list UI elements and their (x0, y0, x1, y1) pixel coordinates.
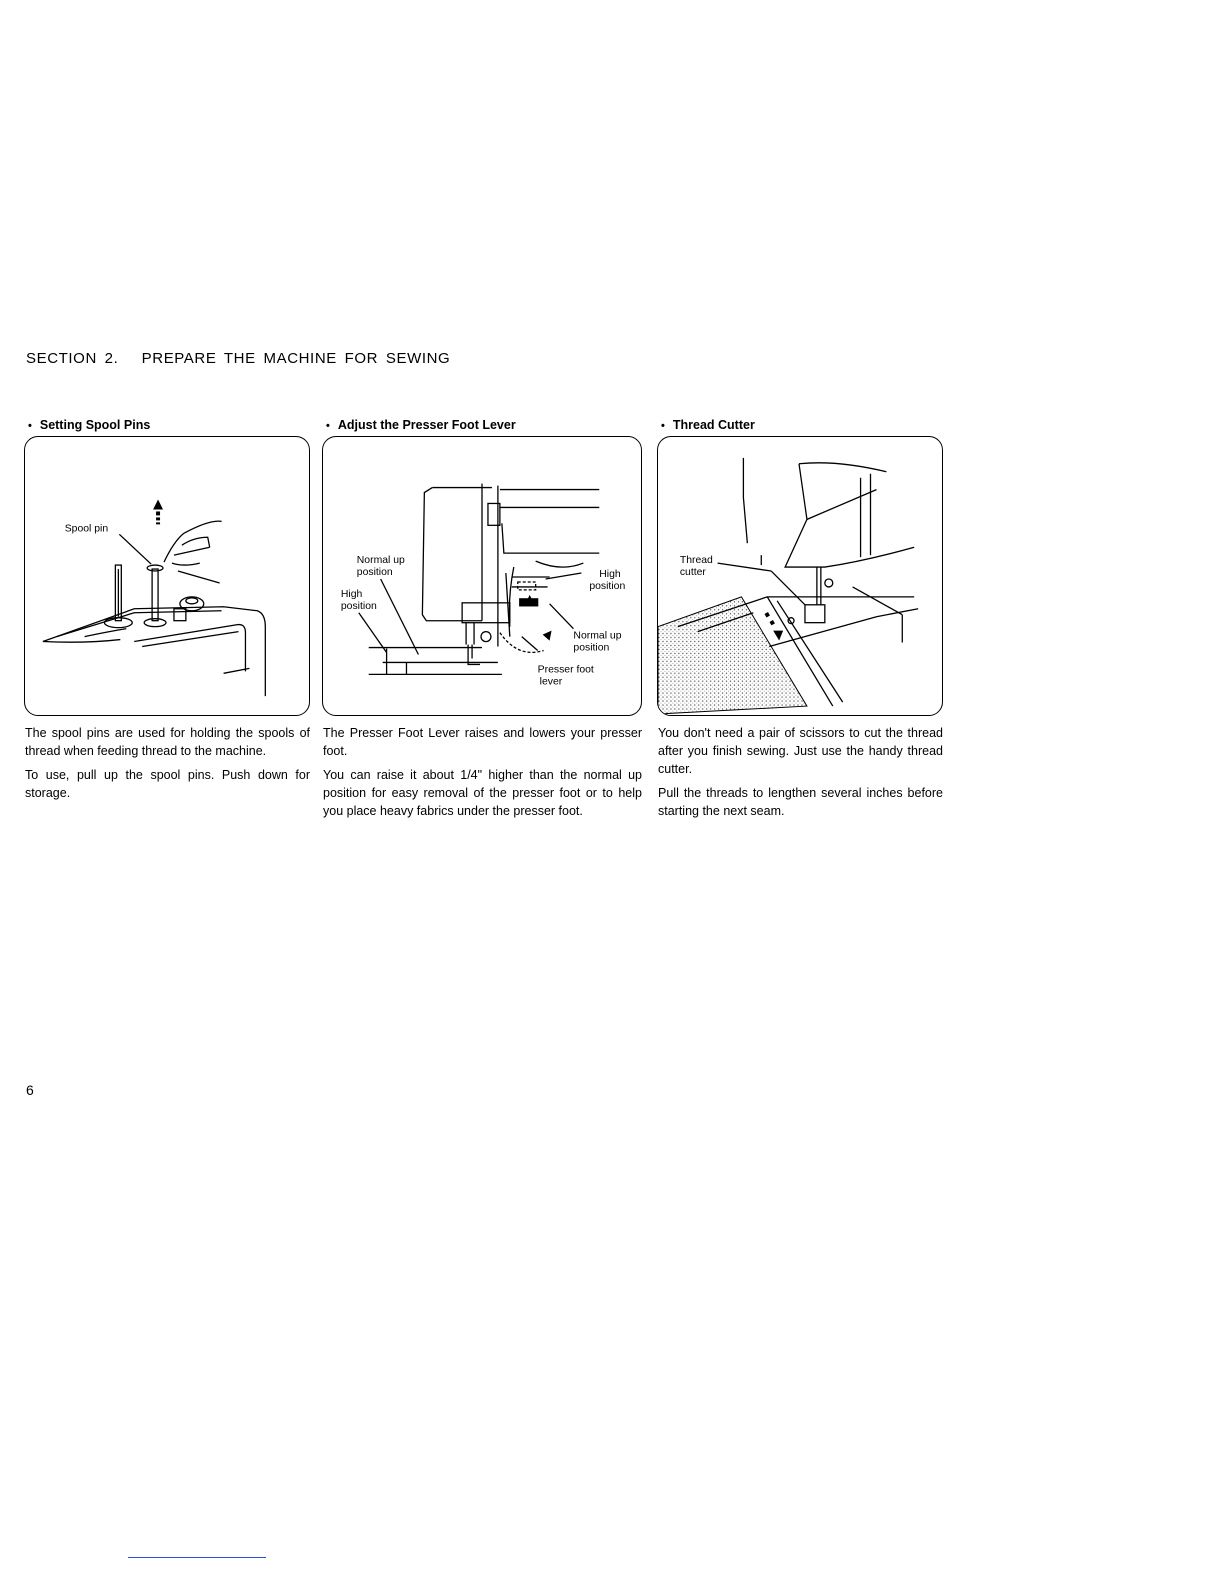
thread-cutter-paragraph-1: You don't need a pair of scissors to cut the thread after you finish sewing. Just use the handy thread cutter. (658, 726, 943, 776)
presser-foot-lever-label-line2: lever (539, 676, 563, 688)
bullet-icon: • (326, 420, 330, 432)
presser-foot-section (322, 416, 642, 826)
normal-up-label-line1: Normal up (356, 555, 405, 567)
spool-pins-paragraph-2: To use, pull up the spool pins. Push down for storage. (25, 768, 310, 800)
presser-foot-lever-drawing (323, 437, 641, 715)
high-right-label-line2: position (589, 580, 626, 592)
presser-foot-paragraph-2: You can raise it about 1/4" higher than the normal up position for easy removal of the presser foot or to help you place heavy fabrics under the presser foot. (323, 768, 642, 818)
page-number: 6 (26, 1082, 34, 1098)
thread-cutter-drawing (658, 437, 942, 715)
spool-pins-section (24, 416, 310, 808)
high-right-label-line1: High (599, 568, 621, 580)
spool-pins-paragraph-1: The spool pins are used for holding the spools of thread when feeding thread to the machine. (25, 726, 310, 758)
spool-pins-heading-text: Setting Spool Pins (39, 418, 151, 432)
high-label-line2: position (340, 600, 377, 612)
normal-up-right-label-line2: position (573, 642, 610, 654)
high-label-line1: High (340, 588, 363, 600)
spool-pins-illustration (24, 436, 310, 716)
thread-cutter-illustration (657, 436, 943, 716)
section-title: SECTION 2. PREPARE THE MACHINE FOR SEWING (26, 350, 451, 367)
thread-cutter-heading-text: Thread Cutter (672, 418, 755, 432)
thread-cutter-paragraph-2: Pull the threads to lengthen several inches before starting the next seam. (658, 786, 943, 818)
presser-foot-description (322, 724, 642, 820)
thread-cutter-section (657, 416, 943, 826)
presser-foot-heading (326, 416, 642, 434)
bullet-icon: • (661, 420, 665, 432)
presser-foot-illustration (322, 436, 642, 716)
normal-up-label-line2: position (356, 567, 393, 579)
spool-pins-description (24, 724, 310, 802)
normal-up-right-label-line1: Normal up (573, 630, 622, 642)
spool-pin-machine-drawing (25, 437, 309, 715)
thread-cutter-label-line2: cutter (679, 567, 706, 579)
presser-foot-heading-text: Adjust the Presser Foot Lever (337, 418, 516, 432)
spool-pin-label: Spool pin (64, 523, 109, 535)
presser-foot-lever-label-line1: Presser foot (537, 664, 594, 676)
thread-cutter-heading (661, 416, 943, 434)
spool-pins-heading (28, 416, 310, 434)
bullet-icon: • (28, 420, 32, 432)
presser-foot-paragraph-1: The Presser Foot Lever raises and lowers your presser foot. (323, 726, 642, 758)
thread-cutter-description (657, 724, 943, 820)
footer-rule (128, 1557, 266, 1558)
thread-cutter-label-line1: Thread (679, 555, 713, 567)
